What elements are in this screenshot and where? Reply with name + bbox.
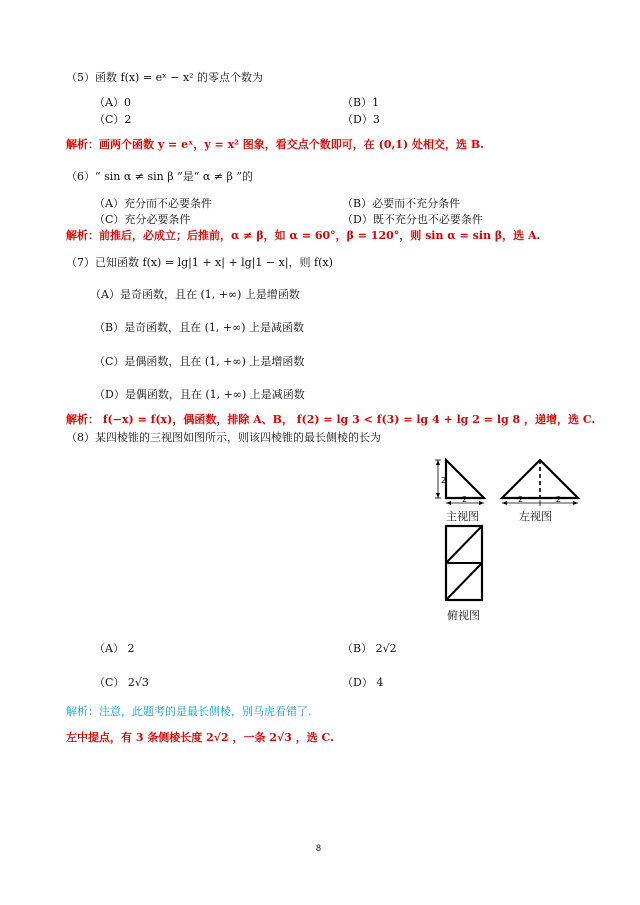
side-left-label: 2 (518, 495, 524, 504)
q5-option-a: （A）0 (94, 96, 131, 109)
q5-stem: （5）函数 f(x) = eˣ − x² 的零点个数为 (66, 71, 264, 84)
q6-option-a: （A）充分而不必要条件 (94, 197, 212, 210)
q8-stem: （8）某四棱锥的三视图如图所示，则该四棱锥的最长侧棱的长为 (66, 431, 381, 444)
q5-option-d: （D）3 (342, 113, 380, 126)
q8-option-d: （D） 4 (342, 676, 384, 689)
q8-option-b: （B） 2√2 (342, 642, 397, 655)
q7-option-a: （A）是奇函数，且在 (1, +∞) 上是增函数 (90, 288, 300, 301)
q7-stem: （7）已知函数 f(x) = lg|1 + x| + lg|1 − x|，则 f(x) (66, 256, 333, 269)
q8-analysis: 左中提点，有 3 条侧棱长度 2√2 ，一条 2√3 ，选 C. (66, 731, 334, 744)
q5-option-c: （C）2 (94, 113, 132, 126)
side-view (502, 460, 578, 506)
q8-note: 解析：注意，此题考的是最长侧棱，别马虎看错了. (66, 705, 312, 718)
side-view-caption: 左视图 (519, 510, 552, 523)
front-height-label: 2 (441, 476, 447, 485)
q6-analysis: 解析：前推后，必成立；后推前，α ≠ β，如 α = 60°，β = 120°，则 sin α = sin β，选 A. (66, 229, 541, 242)
page-number: 8 (316, 843, 322, 853)
front-width-label: 2 (462, 495, 468, 504)
side-right-label: 2 (556, 495, 562, 504)
three-view-diagram (430, 452, 590, 622)
top-view (446, 526, 482, 600)
q7-option-c: （C）是偶函数，且在 (1, +∞) 上是增函数 (94, 355, 305, 368)
q7-option-b: （B）是奇函数，且在 (1, +∞) 上是减函数 (94, 321, 305, 334)
q6-option-b: （B）必要而不充分条件 (342, 197, 461, 210)
q6-option-c: （C）充分必要条件 (94, 213, 191, 226)
top-view-caption: 俯视图 (447, 609, 480, 622)
q8-option-a: （A） 2 (94, 642, 135, 655)
q6-option-d: （D）既不充分也不必要条件 (342, 213, 483, 226)
q8-option-c: （C） 2√3 (94, 676, 149, 689)
q5-analysis: 解析：画两个函数 y = eˣ，y = x² 图象，看交点个数即可，在 (0,1) 处相交，选 B. (66, 138, 484, 151)
front-view (435, 460, 484, 505)
q6-stem: （6）“ sin α ≠ sin β ”是“ α ≠ β ”的 (66, 170, 253, 183)
q7-option-d: （D）是偶函数，且在 (1, +∞) 上是减函数 (94, 388, 305, 401)
q5-option-b: （B）1 (342, 96, 380, 109)
q7-analysis: 解析： f(−x) = f(x)，偶函数，排除 A、B， f(2) = lg 3 < f(3) = lg 4 + lg 2 = lg 8 ，递增，选 C. (66, 413, 596, 426)
front-view-caption: 主视图 (446, 510, 479, 523)
